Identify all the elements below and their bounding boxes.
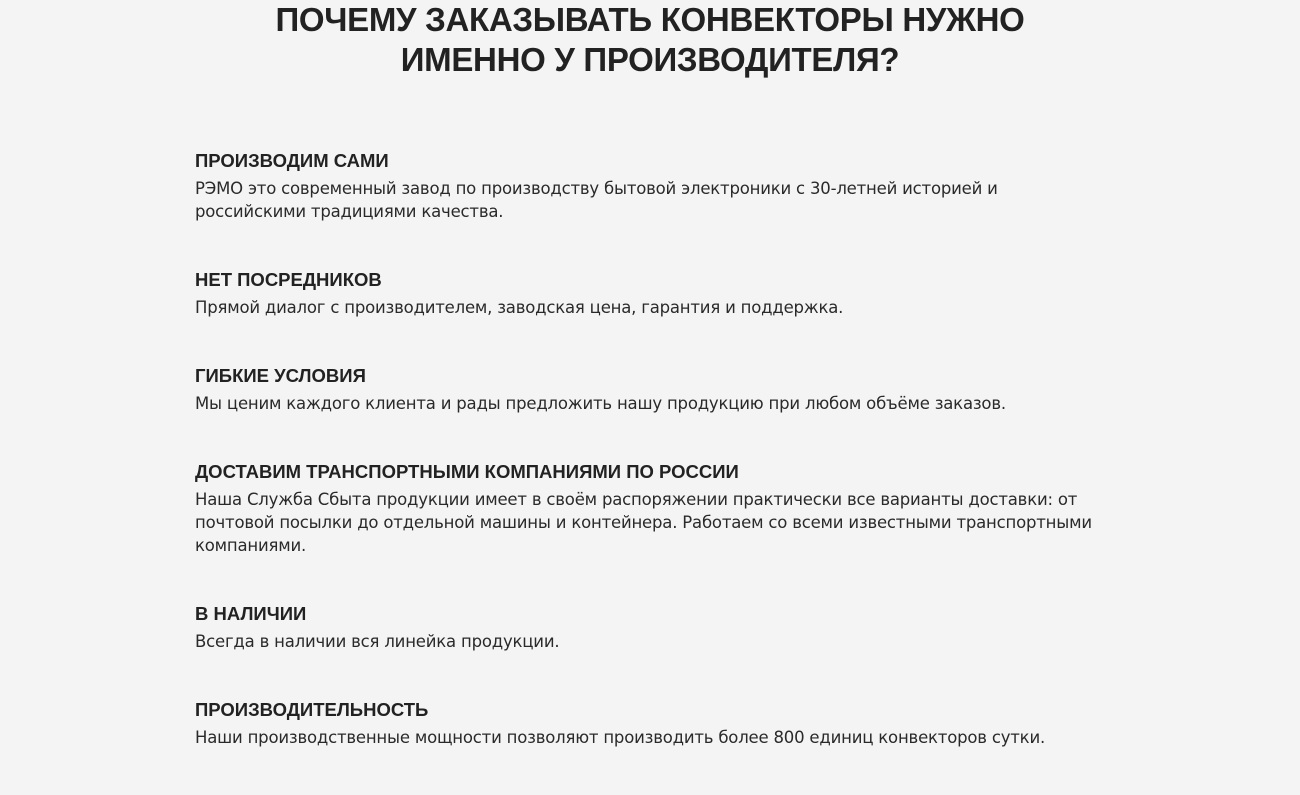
- feature-item-flexible-terms: [195, 364, 1135, 415]
- feature-text: Прямой диалог с производителем, заводская цена, гарантия и поддержка.: [195, 298, 844, 317]
- feature-title: ПРОИЗВОДИМ САМИ: [195, 150, 389, 171]
- feature-item-capacity: [195, 698, 1135, 749]
- feature-text: Мы ценим каждого клиента и рады предложить нашу продукцию при любом объёме заказов.: [195, 394, 1006, 413]
- feature-item-no-intermediaries: [195, 268, 1135, 319]
- feature-title: НЕТ ПОСРЕДНИКОВ: [195, 269, 382, 290]
- section-heading-line-1: ПОЧЕМУ ЗАКАЗЫВАТЬ КОНВЕКТОРЫ НУЖНО: [275, 1, 1025, 38]
- feature-text: Наша Служба Сбыта продукции имеет в своём распоряжении практически все варианты доставки: от почтовой посылки до отдельной машины и контейнера. Работаем со всеми известными транспортными компаниями.: [195, 490, 1092, 555]
- feature-item-production: [195, 149, 1135, 223]
- feature-title: ПРОИЗВОДИТЕЛЬНОСТЬ: [195, 699, 429, 720]
- section-heading: [0, 0, 1300, 80]
- feature-title: ДОСТАВИМ ТРАНСПОРТНЫМИ КОМПАНИЯМИ ПО РОССИИ: [195, 461, 739, 482]
- feature-text: РЭМО это современный завод по производству бытовой электроники с 30-летней историей и российскими традициями качества.: [195, 179, 998, 221]
- feature-title: ГИБКИЕ УСЛОВИЯ: [195, 365, 366, 386]
- feature-title: В НАЛИЧИИ: [195, 603, 307, 624]
- feature-item-in-stock: [195, 602, 1135, 653]
- section-heading-line-2: ИМЕННО У ПРОИЗВОДИТЕЛЯ?: [400, 41, 900, 78]
- feature-text: Всегда в наличии вся линейка продукции.: [195, 632, 560, 651]
- feature-item-delivery: [195, 460, 1135, 557]
- feature-text: Наши производственные мощности позволяют производить более 800 единиц конвекторов сутки.: [195, 728, 1046, 747]
